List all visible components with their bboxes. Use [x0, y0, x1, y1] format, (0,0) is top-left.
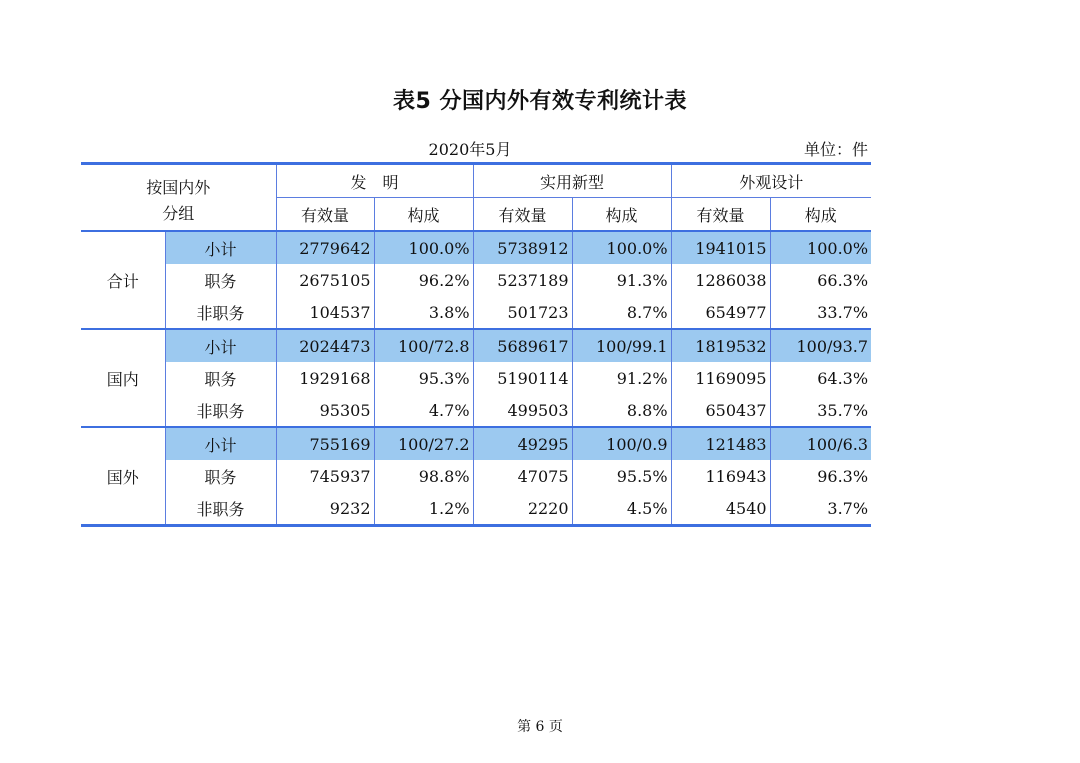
share-cell: 8.7%	[572, 296, 671, 329]
count-cell: 2779642	[276, 231, 374, 264]
count-cell: 2024473	[276, 329, 374, 362]
share-cell: 35.7%	[817, 400, 869, 420]
table-row	[81, 362, 871, 394]
share-cell: 66.3%	[817, 270, 869, 290]
share-cell: 100.0%	[374, 231, 473, 264]
row-label: 职务	[165, 362, 276, 394]
share-cell: 100/6.3	[770, 427, 871, 460]
share-cell: 95.3%	[374, 362, 473, 394]
share-cell: 100/99.1	[572, 329, 671, 362]
count-cell: 1819532	[671, 329, 770, 362]
share-cell: 100/93.7	[770, 329, 871, 362]
count-cell: 654977	[671, 296, 770, 329]
share-cell: 8.8%	[572, 394, 671, 427]
group-label: 国内	[81, 329, 165, 427]
share-cell: 1.2%	[374, 492, 473, 526]
group-header-utility-model: 实用新型	[473, 164, 671, 198]
count-cell: 5689617	[473, 329, 572, 362]
row-label: 非职务	[165, 394, 276, 427]
count-cell: 5190114	[473, 362, 572, 394]
count-cell: 95305	[276, 394, 374, 427]
unit-label: 单位：件	[803, 140, 868, 159]
share-cell: 100.0%	[572, 231, 671, 264]
count-cell: 501723	[473, 296, 572, 329]
share-cell: 91.3%	[572, 264, 671, 296]
subheader-count: 有效量	[473, 198, 572, 232]
subheader-count: 有效量	[671, 198, 770, 232]
corner-header-line2: 分组	[162, 204, 195, 223]
count-cell: 650437	[671, 394, 770, 427]
header-row-groups	[81, 164, 871, 198]
group-label: 合计	[81, 231, 165, 329]
share-cell: 64.3%	[817, 368, 869, 388]
row-label: 小计	[165, 329, 276, 362]
row-label: 非职务	[165, 296, 276, 329]
table-row	[81, 296, 871, 329]
group-header-invention: 发 明	[276, 164, 473, 198]
count-cell: 755169	[276, 427, 374, 460]
count-cell: 116943	[671, 460, 770, 492]
row-label: 小计	[165, 231, 276, 264]
share-cell: 100/0.9	[572, 427, 671, 460]
subheader-share: 构成	[374, 198, 473, 232]
share-cell: 91.2%	[572, 362, 671, 394]
count-cell: 47075	[473, 460, 572, 492]
count-cell: 9232	[276, 492, 374, 526]
subheader-share: 构成	[572, 198, 671, 232]
count-cell: 1941015	[671, 231, 770, 264]
table-row	[81, 264, 871, 296]
share-cell: 100/72.8	[374, 329, 473, 362]
share-cell: 33.7%	[817, 302, 869, 322]
row-label: 职务	[165, 264, 276, 296]
share-cell: 96.2%	[374, 264, 473, 296]
count-cell: 2675105	[276, 264, 374, 296]
count-cell: 4540	[671, 492, 770, 526]
table-row	[81, 329, 871, 362]
subheader-share: 构成	[804, 205, 837, 225]
patent-table-container	[81, 162, 871, 527]
subheader-count: 有效量	[276, 198, 374, 232]
count-cell: 499503	[473, 394, 572, 427]
share-cell: 4.5%	[572, 492, 671, 526]
page-title: 表5 分国内外有效专利统计表	[393, 89, 687, 114]
table-row	[81, 460, 871, 492]
count-cell: 5738912	[473, 231, 572, 264]
table-row	[81, 427, 871, 460]
count-cell: 1286038	[671, 264, 770, 296]
page-number: 第 6 页	[517, 719, 563, 735]
row-label: 非职务	[165, 492, 276, 526]
corner-header	[81, 164, 276, 232]
share-cell: 3.8%	[374, 296, 473, 329]
share-cell: 4.7%	[374, 394, 473, 427]
table-row	[81, 492, 871, 526]
share-cell: 3.7%	[827, 498, 869, 518]
share-cell: 95.5%	[572, 460, 671, 492]
table-row	[81, 394, 871, 427]
count-cell: 104537	[276, 296, 374, 329]
row-label: 小计	[165, 427, 276, 460]
count-cell: 121483	[671, 427, 770, 460]
table-row	[81, 231, 871, 264]
share-cell: 98.8%	[374, 460, 473, 492]
count-cell: 1169095	[671, 362, 770, 394]
count-cell: 49295	[473, 427, 572, 460]
group-header-design: 外观设计	[671, 164, 871, 198]
group-label: 国外	[81, 427, 165, 526]
count-cell: 1929168	[276, 362, 374, 394]
share-cell: 100/27.2	[374, 427, 473, 460]
count-cell: 5237189	[473, 264, 572, 296]
count-cell: 745937	[276, 460, 374, 492]
patent-statistics-table	[81, 162, 871, 527]
corner-header-line1: 按国内外	[146, 178, 211, 197]
share-cell: 100.0%	[770, 231, 871, 264]
share-cell: 96.3%	[817, 466, 869, 486]
row-label: 职务	[165, 460, 276, 492]
count-cell: 2220	[473, 492, 572, 526]
report-date: 2020年5月	[428, 140, 512, 159]
